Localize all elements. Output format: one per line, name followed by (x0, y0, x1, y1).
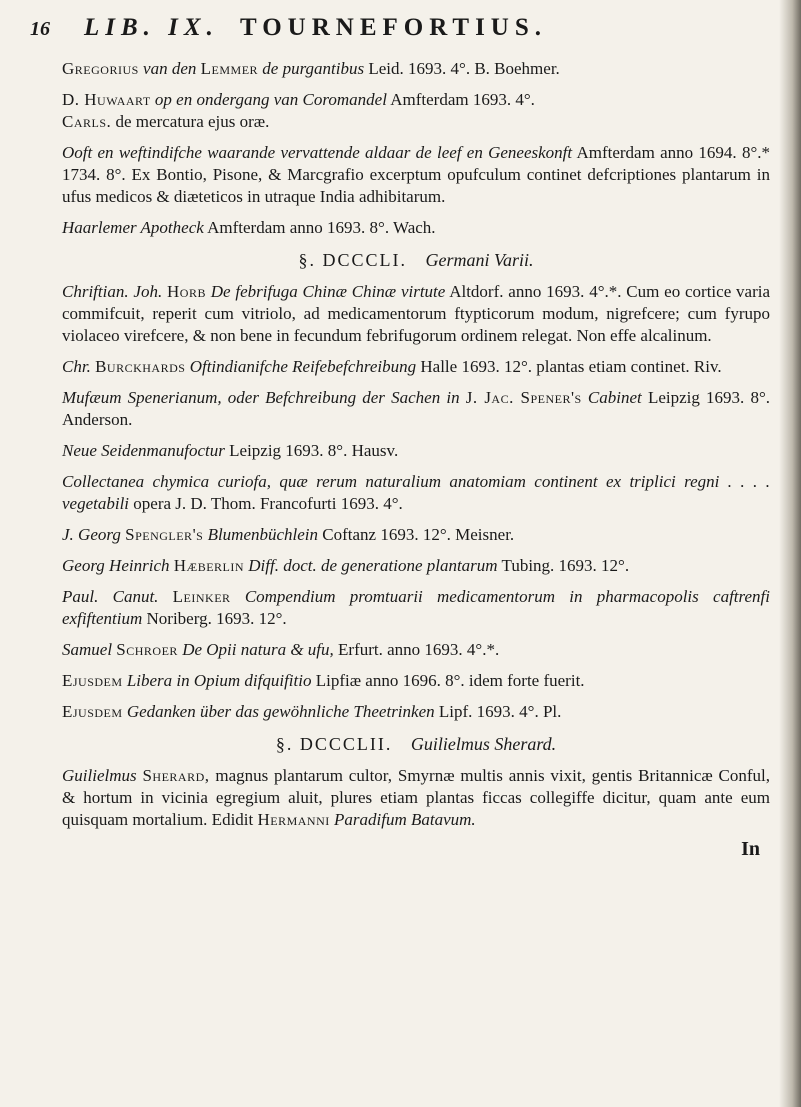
bibliography-entry: Chriftian. Joh. Horb De febrifuga Chinæ Chinæ virtute Altdorf. anno 1693. 4°.*. Cum eo cortice varia commifcuit, reperit cum vitriolo, ad medicamentorum ftypticorum modum, nigrefcere; cum fyrupo violaceo virefcere, & non bene in fecundum febrifugorum ordinem relegat. Non effe alcalinum. (62, 282, 771, 345)
section-heading (62, 249, 770, 271)
bibliography-entry: Haarlemer Apotheck Amfterdam anno 1693. 8°. Wach. (62, 218, 436, 237)
bibliography-entry: Paul. Canut. Leinker Compendium promtuarii medicamentorum in pharmacopolis caftrenfi exfiftentium Noriberg. 1693. 12°. (62, 587, 770, 628)
bibliography-entry: Collectanea chymica curiofa, quæ rerum naturalium anatomiam continent ex triplici regni . . . . vegetabili opera J. D. Thom. Francofurti 1693. 4°. (62, 472, 770, 513)
bibliography-entry: D. Huwaart op en ondergang van Coromandel Amfterdam 1693. 4°. Carls. de mercatura ejus oræ. (62, 90, 535, 131)
bibliography-entry: Ooft en weftindifche waarande vervattende aldaar de leef en Geneeskonft Amfterdam anno 1694. 8°.* 1734. 8°. Ex Bontio, Pisone, & Marcgrafio excerptum opufculum continet defcriptiones plantarum in ufus medicos & diæteticos in utraque India adhibitarum. (62, 143, 771, 206)
section-title: Germani Varii. (425, 250, 534, 270)
bibliography-entry: Neue Seidenmanufoctur Leipzig 1693. 8°. Hausv. (62, 441, 399, 460)
bibliography-entry: Chr. Burckhards Oftindianifche Reifebefchreibung Halle 1693. 12°. plantas etiam continet. Riv. (62, 357, 722, 376)
section-number: §. DCCCLI. (298, 250, 407, 270)
bibliography-entry: Gregorius van den Lemmer de purgantibus Leid. 1693. 4°. B. Boehmer. (62, 59, 560, 78)
bibliography-entry: Georg Heinrich Hæberlin Diff. doct. de generatione plantarum Tubing. 1693. 12°. (62, 556, 630, 575)
page-edge-shadow (779, 0, 801, 1107)
bibliography-entry: Samuel Schroer De Opii natura & ufu, Erfurt. anno 1693. 4°.*. (62, 640, 500, 659)
header-title: TOURNEFORTIUS. (240, 14, 548, 41)
section-number: §. DCCCLII. (275, 734, 393, 754)
bibliography-entry: Ejusdem Gedanken über das gewöhnliche Theetrinken Lipf. 1693. 4°. Pl. (62, 702, 562, 721)
bibliography-entry: J. Georg Spengler's Blumenbüchlein Coftanz 1693. 12°. Meisner. (62, 525, 515, 544)
running-header (30, 8, 750, 48)
section-heading (62, 733, 770, 755)
header-book-number: LIB. IX. (84, 14, 219, 41)
bibliography-entry: Ejusdem Libera in Opium difquifitio Lipfiæ anno 1696. 8°. idem forte fuerit. (62, 671, 585, 690)
section-title: Guilielmus Sherard. (410, 734, 557, 754)
page-body (62, 58, 770, 860)
bibliography-entry: Mufæum Spenerianum, oder Befchreibung der Sachen in J. Jac. Spener's Cabinet Leipzig 1693. 8°. Anderson. (62, 388, 771, 429)
page-number: 16 (30, 18, 50, 40)
biography-paragraph: Guilielmus Sherard, magnus plantarum cultor, Smyrnæ multis annis vixit, gentis Britannicæ Conful, & hortum in vicinia egregium aluit, plures etiam plantas ficcas collegiffe dicitur, quam ante eum quisquam mortalium. Edidit Hermanni Paradifum Batavum. (62, 766, 771, 829)
catchword: In (741, 838, 760, 860)
